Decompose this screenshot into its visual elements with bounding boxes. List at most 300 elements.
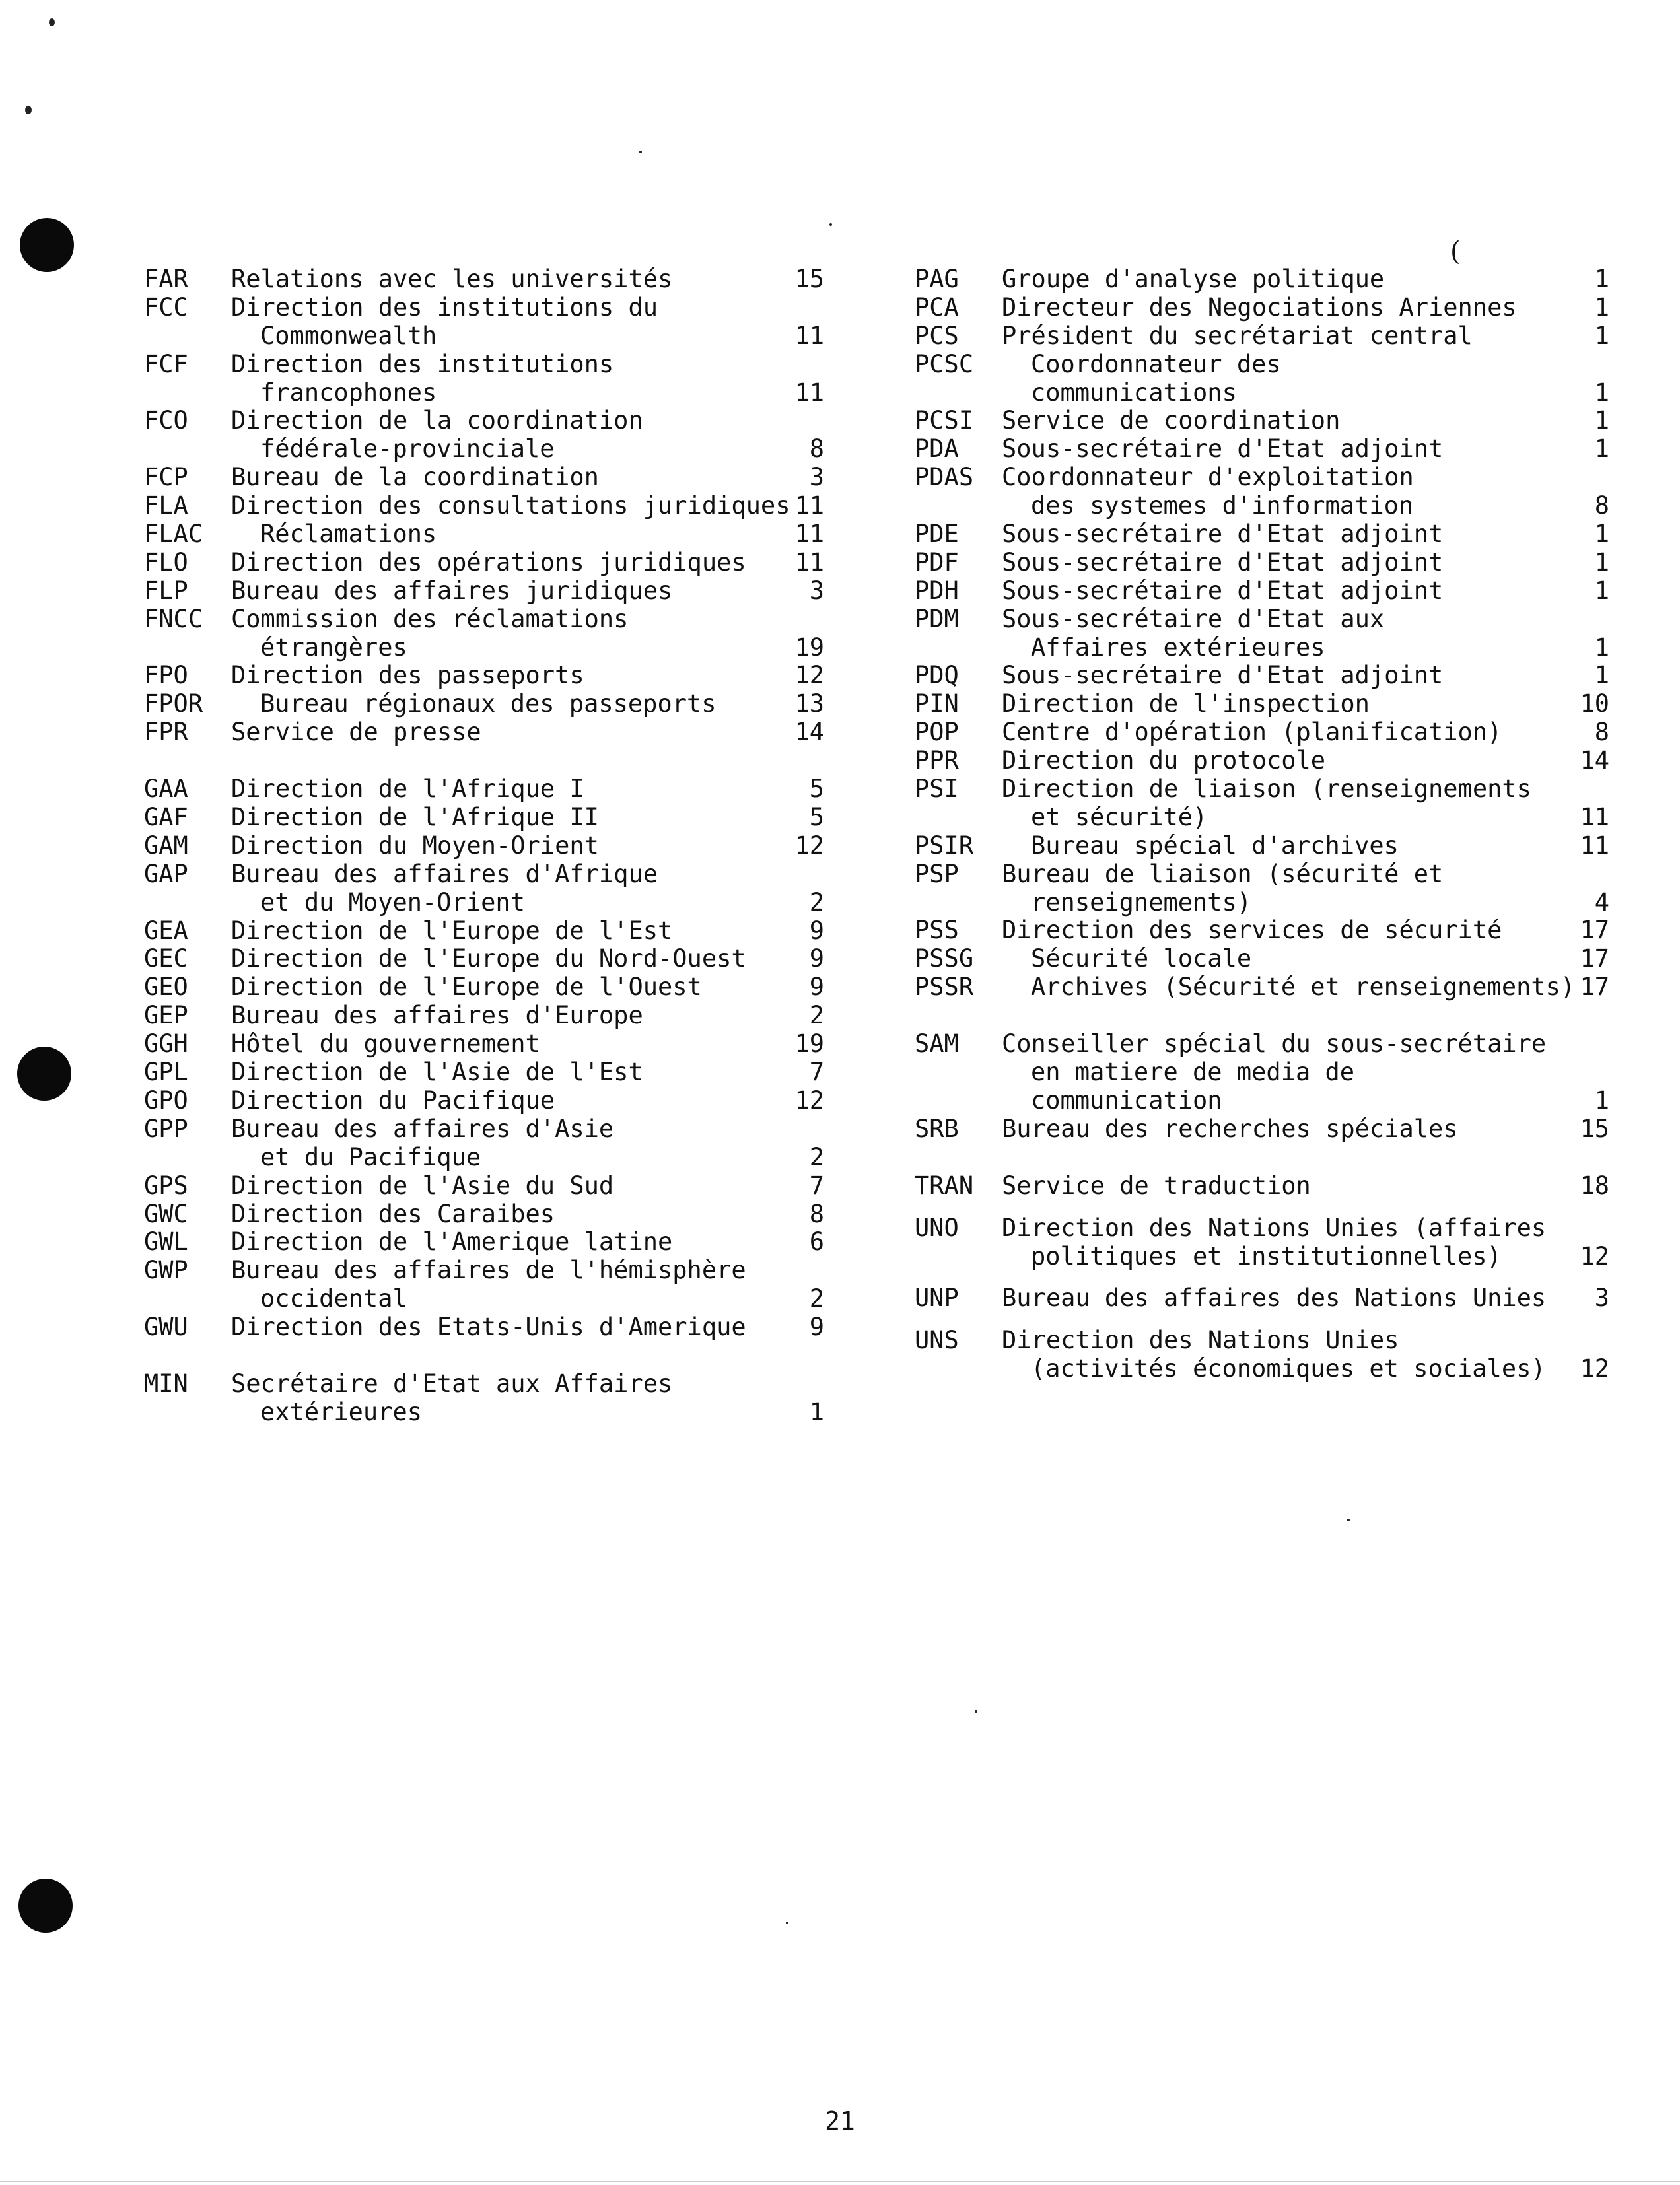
office-code: GPL <box>144 1058 188 1087</box>
entry-line <box>144 322 824 351</box>
office-name: Direction de l'Europe du Nord-Ouest <box>231 944 746 973</box>
index-entry <box>915 435 1609 464</box>
office-code: PDAS <box>915 463 974 492</box>
index-entry <box>144 917 824 946</box>
index-entry <box>144 1087 824 1115</box>
entry-line <box>915 917 1609 945</box>
office-name: Bureau des affaires des Nations Unies <box>1002 1284 1547 1313</box>
entry-line <box>144 1313 824 1342</box>
office-name: Archives (Sécurité et renseignements) <box>1031 973 1576 1002</box>
index-entry <box>144 860 824 917</box>
office-code: FCC <box>144 293 188 322</box>
index-entry <box>915 945 1609 973</box>
office-code: GEA <box>144 916 188 945</box>
office-code: PDE <box>915 520 959 549</box>
office-name-continued: étrangères <box>260 633 407 662</box>
scan-speck <box>829 223 832 226</box>
page-number: 21 <box>825 2106 855 2135</box>
office-code: PDH <box>915 576 959 605</box>
office-name: Direction des Nations Unies <box>1002 1326 1399 1355</box>
index-entry <box>915 549 1609 577</box>
index-entry <box>915 690 1609 718</box>
office-name: Réclamations <box>260 520 437 549</box>
page-reference: 8 <box>809 434 824 464</box>
page-reference: 12 <box>794 831 824 860</box>
entry-line <box>144 690 824 718</box>
office-code: PCA <box>915 293 959 322</box>
index-entry <box>915 1115 1609 1144</box>
office-code: FCP <box>144 463 188 492</box>
office-name: Bureau des affaires d'Asie <box>231 1114 614 1143</box>
office-code: GAP <box>144 859 188 888</box>
page-reference: 11 <box>794 321 824 350</box>
office-code: MIN <box>144 1369 188 1398</box>
index-entry <box>144 973 824 1002</box>
office-name: Direction des consultations juridiques <box>231 491 790 520</box>
entry-line <box>144 1087 824 1115</box>
page-reference: 19 <box>794 633 824 662</box>
office-name: Direction de l'Afrique I <box>231 775 584 804</box>
office-name: Hôtel du gouvernement <box>231 1029 540 1058</box>
office-name-continued: fédérale-provinciale <box>260 434 555 464</box>
office-name: Direction du protocole <box>1002 746 1326 775</box>
index-entry <box>144 1030 824 1058</box>
entry-line <box>915 860 1609 889</box>
page-reference: 1 <box>1594 265 1609 293</box>
index-entry <box>915 322 1609 351</box>
index-entry <box>144 1257 824 1313</box>
entry-line <box>915 265 1609 294</box>
index-column-right <box>915 265 1609 1383</box>
office-name-continued: politiques et institutionnelles) <box>1031 1241 1502 1270</box>
office-code: PSS <box>915 916 959 945</box>
office-code: FPOR <box>144 689 203 718</box>
entry-line <box>915 464 1609 492</box>
office-name: Direction des institutions du <box>231 293 658 322</box>
section-gap <box>144 1342 824 1370</box>
entry-line <box>915 1087 1609 1115</box>
entry-line <box>144 1144 824 1172</box>
entry-line <box>915 1355 1609 1383</box>
office-code: PSSG <box>915 944 974 973</box>
entry-line <box>144 351 824 379</box>
office-name-continued: extérieures <box>260 1397 423 1426</box>
index-entry <box>915 520 1609 549</box>
office-name: Centre d'opération (planification) <box>1002 718 1502 747</box>
office-code: TRAN <box>915 1171 974 1200</box>
office-name: Groupe d'analyse politique <box>1002 265 1385 293</box>
page-reference: 14 <box>794 718 824 747</box>
office-name: Direction de l'Amerique latine <box>231 1228 673 1257</box>
entry-line <box>915 1172 1609 1200</box>
office-code: FAR <box>144 265 188 293</box>
office-name: Bureau des affaires d'Europe <box>231 1001 643 1030</box>
office-name: Relations avec les universités <box>231 265 673 293</box>
scan-speck <box>49 18 55 26</box>
index-entry <box>144 775 824 804</box>
office-code: GPP <box>144 1114 188 1143</box>
office-name: Direction des passeports <box>231 661 584 690</box>
office-name: Commission des réclamations <box>231 604 629 633</box>
office-name: Bureau de liaison (sécurité et <box>1002 859 1444 888</box>
entry-line <box>915 1115 1609 1144</box>
page-reference: 2 <box>809 1001 824 1030</box>
office-name: Direction du Pacifique <box>231 1086 555 1115</box>
index-entry <box>915 1214 1609 1271</box>
index-entry <box>915 1327 1609 1383</box>
entry-line <box>915 492 1609 520</box>
office-name: Sous-secrétaire d'Etat aux <box>1002 604 1385 633</box>
office-code: PCSC <box>915 349 974 378</box>
index-entry <box>915 577 1609 606</box>
scan-speck <box>639 151 642 153</box>
office-name-continued: et sécurité) <box>1031 802 1208 831</box>
entry-line <box>915 747 1609 775</box>
entry-line <box>915 775 1609 804</box>
page-reference: 1 <box>1594 293 1609 322</box>
entry-line <box>915 1284 1609 1313</box>
office-code: PSIR <box>915 831 974 860</box>
office-name: Service de presse <box>231 718 481 747</box>
office-name: Coordonnateur des <box>1031 349 1281 378</box>
entry-line <box>915 1243 1609 1271</box>
scan-edge-line <box>0 2181 1680 2182</box>
index-entry <box>144 1002 824 1030</box>
office-code: PDA <box>915 434 959 464</box>
office-name: Direction des opérations juridiques <box>231 547 746 576</box>
entry-line <box>915 889 1609 917</box>
entry-line <box>915 718 1609 747</box>
index-entry <box>144 945 824 973</box>
office-name: Direction de la coordination <box>231 406 643 435</box>
entry-line <box>915 379 1609 407</box>
office-code: FCO <box>144 406 188 435</box>
section-gap <box>915 1144 1609 1172</box>
page-reference: 1 <box>1594 547 1609 576</box>
office-name-continued: et du Moyen-Orient <box>260 887 525 917</box>
scan-speck <box>975 1710 977 1713</box>
entry-line <box>915 804 1609 832</box>
page-reference: 1 <box>1594 633 1609 662</box>
index-entry <box>144 718 824 747</box>
office-name: Direction des Etats-Unis d'Amerique <box>231 1313 746 1342</box>
office-name: Sous-secrétaire d'Etat adjoint <box>1002 576 1444 605</box>
index-entry <box>144 832 824 860</box>
index-entry <box>144 351 824 407</box>
office-name-continued: occidental <box>260 1284 407 1313</box>
entry-line <box>915 1058 1609 1087</box>
entry-line <box>144 1030 824 1058</box>
entry-line <box>144 718 824 747</box>
office-name: Coordonnateur d'exploitation <box>1002 463 1414 492</box>
entry-line <box>915 973 1609 1002</box>
page-reference: 7 <box>809 1058 824 1087</box>
index-entry <box>915 747 1609 775</box>
entry-line <box>915 832 1609 860</box>
page-reference: 1 <box>1594 321 1609 350</box>
office-code: PSI <box>915 775 959 804</box>
page-reference: 11 <box>794 547 824 576</box>
index-entry <box>915 1030 1609 1115</box>
section-gap <box>915 1270 1609 1284</box>
entry-line <box>144 945 824 973</box>
office-name: Bureau de la coordination <box>231 463 599 492</box>
page-reference: 1 <box>1594 406 1609 435</box>
entry-line <box>915 577 1609 606</box>
entry-line <box>144 520 824 549</box>
office-name: Bureau des affaires juridiques <box>231 576 673 605</box>
entry-line <box>144 1200 824 1229</box>
entry-line <box>144 662 824 690</box>
page-reference: 1 <box>1594 661 1609 690</box>
office-code: FCF <box>144 349 188 378</box>
office-name-continued: francophones <box>260 378 437 407</box>
index-entry <box>144 492 824 520</box>
office-code: GWC <box>144 1199 188 1228</box>
office-code: PPR <box>915 746 959 775</box>
entry-line <box>915 322 1609 351</box>
index-entry <box>144 1228 824 1257</box>
office-code: GEC <box>144 944 188 973</box>
office-name: Direction de liaison (renseignements <box>1002 775 1531 804</box>
office-name: Direction de l'inspection <box>1002 689 1370 718</box>
entry-line <box>144 634 824 662</box>
index-entry <box>144 1200 824 1229</box>
page-reference: 5 <box>809 775 824 804</box>
entry-line <box>144 492 824 520</box>
page-reference: 14 <box>1580 746 1609 775</box>
office-name: Conseiller spécial du sous-secrétaire <box>1002 1029 1547 1058</box>
office-code: PSSR <box>915 973 974 1002</box>
office-name: Sous-secrétaire d'Etat adjoint <box>1002 661 1444 690</box>
office-code: FPR <box>144 718 188 747</box>
office-name-continued: (activités économiques et sociales) <box>1031 1354 1546 1383</box>
entry-line <box>144 606 824 634</box>
index-entry <box>144 1370 824 1427</box>
office-name: Bureau spécial d'archives <box>1031 831 1399 860</box>
office-code: PSP <box>915 859 959 888</box>
page-reference: 12 <box>794 1086 824 1115</box>
office-name: Président du secrétariat central <box>1002 321 1473 350</box>
margin-mark: ( <box>1450 236 1461 267</box>
office-name-continued: et du Pacifique <box>260 1142 481 1171</box>
entry-line <box>144 889 824 917</box>
index-entry <box>915 832 1609 860</box>
entry-line <box>144 1285 824 1313</box>
page-reference: 3 <box>809 463 824 492</box>
entry-line <box>915 945 1609 973</box>
section-gap <box>915 1200 1609 1214</box>
office-code: SAM <box>915 1029 959 1058</box>
page-reference: 13 <box>794 689 824 718</box>
entry-line <box>144 804 824 832</box>
scan-speck <box>786 1922 788 1924</box>
office-name: Bureau des affaires d'Afrique <box>231 859 658 888</box>
office-name: Direction de l'Afrique II <box>231 803 599 832</box>
page-reference: 11 <box>1580 802 1609 831</box>
index-entry <box>915 407 1609 435</box>
page-reference: 1 <box>1594 576 1609 605</box>
office-code: FPO <box>144 661 188 690</box>
office-name: Direction de l'Asie du Sud <box>231 1171 614 1200</box>
page-reference: 6 <box>809 1228 824 1257</box>
office-name: Bureau des recherches spéciales <box>1002 1114 1458 1143</box>
entry-line <box>144 1399 824 1427</box>
office-name: Direction de l'Asie de l'Est <box>231 1058 643 1087</box>
office-name: Direction des Caraibes <box>231 1199 555 1228</box>
entry-line <box>144 265 824 294</box>
page-reference: 9 <box>809 944 824 973</box>
office-code: FLA <box>144 491 188 520</box>
page-reference: 8 <box>809 1199 824 1228</box>
index-entry <box>915 917 1609 945</box>
entry-line <box>915 1030 1609 1058</box>
index-entry <box>144 1115 824 1172</box>
index-entry <box>915 662 1609 690</box>
office-name: Bureau des affaires de l'hémisphère <box>231 1256 746 1285</box>
page-reference: 10 <box>1580 689 1609 718</box>
page-reference: 5 <box>809 803 824 832</box>
entry-line <box>915 662 1609 690</box>
office-name: Direction des institutions <box>231 349 614 378</box>
office-code: UNS <box>915 1326 959 1355</box>
page-reference: 3 <box>809 576 824 605</box>
page-reference: 1 <box>1594 434 1609 464</box>
entry-line <box>144 549 824 577</box>
page-reference: 9 <box>809 973 824 1002</box>
office-name-continued: renseignements) <box>1031 887 1252 917</box>
office-name: Service de coordination <box>1002 406 1341 435</box>
office-code: SRB <box>915 1114 959 1143</box>
index-entry <box>144 1058 824 1087</box>
index-entry <box>144 1313 824 1342</box>
entry-line <box>915 1214 1609 1243</box>
office-code: GPS <box>144 1171 188 1200</box>
page-reference: 15 <box>794 265 824 293</box>
office-code: GWU <box>144 1313 188 1342</box>
page-reference: 3 <box>1594 1284 1609 1313</box>
page-reference: 2 <box>809 1284 824 1313</box>
entry-line <box>144 294 824 322</box>
office-code: PIN <box>915 689 959 718</box>
entry-line <box>144 832 824 860</box>
page-reference: 2 <box>809 887 824 917</box>
office-name: Sous-secrétaire d'Etat adjoint <box>1002 547 1444 576</box>
entry-line <box>144 1172 824 1200</box>
office-name: Direction des services de sécurité <box>1002 916 1502 945</box>
entry-line <box>144 1257 824 1285</box>
office-name-continued: Affaires extérieures <box>1031 633 1325 662</box>
index-entry <box>144 464 824 492</box>
page-reference: 11 <box>794 520 824 549</box>
entry-line <box>144 1058 824 1087</box>
index-entry <box>144 294 824 351</box>
entry-line <box>144 407 824 435</box>
office-name: Sous-secrétaire d'Etat adjoint <box>1002 520 1444 549</box>
scan-speck <box>25 106 32 114</box>
office-code: GWP <box>144 1256 188 1285</box>
office-code: PDF <box>915 547 959 576</box>
office-code: FNCC <box>144 604 203 633</box>
office-name: Bureau régionaux des passeports <box>260 689 717 718</box>
office-name-continued: des systemes d'information <box>1031 491 1414 520</box>
page-reference: 2 <box>809 1142 824 1171</box>
entry-line <box>144 1370 824 1399</box>
office-name: Directeur des Negociations Ariennes <box>1002 293 1517 322</box>
office-code: GAM <box>144 831 188 860</box>
index-entry <box>144 577 824 606</box>
page-reference: 9 <box>809 916 824 945</box>
page-reference: 1 <box>809 1397 824 1426</box>
index-entry <box>915 860 1609 917</box>
office-code: FLAC <box>144 520 203 549</box>
page-reference: 12 <box>1580 1241 1609 1270</box>
page-reference: 11 <box>794 491 824 520</box>
page-reference: 12 <box>794 661 824 690</box>
entry-line <box>915 435 1609 464</box>
office-name-continued: Commonwealth <box>260 321 437 350</box>
index-column-left <box>144 265 824 1427</box>
index-entry <box>144 606 824 662</box>
entry-line <box>915 549 1609 577</box>
entry-line <box>915 520 1609 549</box>
office-name: Sécurité locale <box>1031 944 1252 973</box>
page-reference: 11 <box>1580 831 1609 860</box>
index-entry <box>915 294 1609 322</box>
office-code: GAA <box>144 775 188 804</box>
office-name-continued: communication <box>1031 1086 1222 1115</box>
index-entry <box>915 265 1609 294</box>
index-entry <box>915 718 1609 747</box>
page-reference: 17 <box>1580 944 1609 973</box>
office-code: GPO <box>144 1086 188 1115</box>
index-entry <box>144 690 824 718</box>
binder-hole-top <box>20 218 74 272</box>
office-code: GWL <box>144 1228 188 1257</box>
office-code: GEP <box>144 1001 188 1030</box>
index-entry <box>144 265 824 294</box>
entry-line <box>915 294 1609 322</box>
page-reference: 17 <box>1580 973 1609 1002</box>
office-code: UNO <box>915 1213 959 1242</box>
entry-line <box>144 1228 824 1257</box>
office-name-continued: en matiere de media de <box>1031 1058 1355 1087</box>
index-entry <box>915 1172 1609 1200</box>
index-entry <box>144 1172 824 1200</box>
page-reference: 18 <box>1580 1171 1609 1200</box>
office-code: FLO <box>144 547 188 576</box>
index-entry <box>144 662 824 690</box>
page-reference: 1 <box>1594 1086 1609 1115</box>
page-reference: 8 <box>1594 718 1609 747</box>
office-code: UNP <box>915 1284 959 1313</box>
office-name: Secrétaire d'Etat aux Affaires <box>231 1369 673 1398</box>
page-reference: 8 <box>1594 491 1609 520</box>
entry-line <box>915 351 1609 379</box>
index-entry <box>915 973 1609 1002</box>
entry-line <box>144 379 824 407</box>
page-reference: 1 <box>1594 378 1609 407</box>
office-code: POP <box>915 718 959 747</box>
entry-line <box>144 435 824 464</box>
entry-line <box>144 577 824 606</box>
office-name-continued: communications <box>1031 378 1237 407</box>
entry-line <box>915 407 1609 435</box>
office-name: Direction de l'Europe de l'Est <box>231 916 673 945</box>
index-entry <box>144 804 824 832</box>
entry-line <box>144 860 824 889</box>
office-code: PCSI <box>915 406 974 435</box>
